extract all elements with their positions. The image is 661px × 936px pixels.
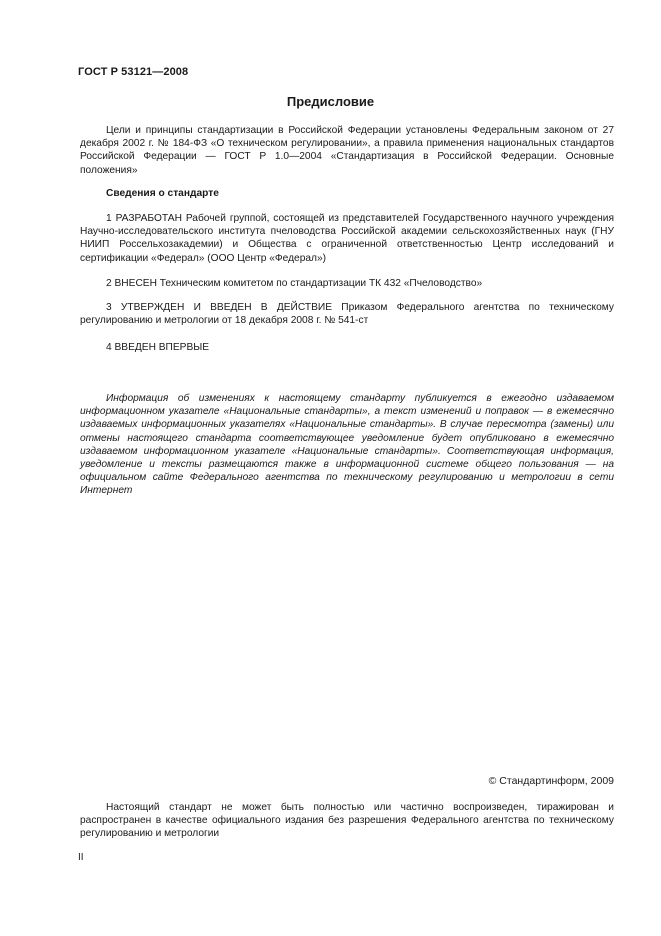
intro-text: Цели и принципы стандартизации в Российской Федерации установлены Федеральным законом от 27 декабря 2002 г. № 184-ФЗ «О техническом регулировании», а правила применения национальных стандартов Российской Федерации — ГОСТ Р 1.0—2004 «Стандартизация в Российской Федерации. Основные положения»: [80, 125, 614, 176]
info-note-text: Информация об изменениях к настоящему стандарту публикуется в ежегодно издаваемом информационном указателе «Национальные стандарты», а текст изменений и поправок — в ежемесячно издаваемых информационных указателях «Национальные стандарты». В случае пересмотра (замены) или отмены настоящего стандарта соответствующее уведомление будет опубликовано в ежемесячно издаваемом информационном указателе «Национальные стандарты». Соответствующая информация, уведомление и тексты размещаются также в информационной системе общего пользования — на официальном сайте Федерального агентства по техническому регулированию и метрологии в сети Интернет: [80, 393, 614, 497]
item-2: [80, 277, 614, 290]
footer-note-text: Настоящий стандарт не может быть полностью или частично воспроизведен, тиражирован и распространен в качестве официального издания без разрешения Федерального агентства по техническому регулированию и метрологии: [80, 802, 614, 840]
section-heading-block: [80, 187, 614, 200]
page-title: Предисловие: [286, 94, 375, 109]
item-3-text: 3 УТВЕРЖДЕН И ВВЕДЕН В ДЕЙСТВИЕ Приказом Федерального агентства по техническому регулированию и метрологии от 18 декабря 2008 г. № 541-ст: [80, 302, 614, 327]
section-heading: Сведения о стандарте: [106, 188, 219, 199]
copyright: © Стандартинформ, 2009: [488, 775, 614, 787]
intro-paragraph: [80, 124, 614, 177]
footer-note: [80, 801, 614, 841]
info-note: [80, 392, 614, 498]
page-number: II: [78, 852, 84, 863]
item-1: [80, 212, 614, 265]
item-4-text: 4 ВВЕДЕН ВПЕРВЫЕ: [106, 342, 210, 353]
document-header: ГОСТ Р 53121—2008: [78, 66, 189, 78]
item-1-text: 1 РАЗРАБОТАН Рабочей группой, состоящей из представителей Государственного научного учреждения Научно-исследовательского института пчеловодства Российской академии сельскохозяйственных наук (ГНУ НИИП Россельхозакадемии) и Общества с ограниченной ответственностью Центр исследований и сертификации «Федерал» (ООО Центр «Федерал»): [80, 213, 614, 264]
item-2-text: 2 ВНЕСЕН Техническим комитетом по стандартизации ТК 432 «Пчеловодство»: [106, 278, 483, 289]
item-4: [80, 341, 614, 354]
item-3: [80, 301, 614, 327]
